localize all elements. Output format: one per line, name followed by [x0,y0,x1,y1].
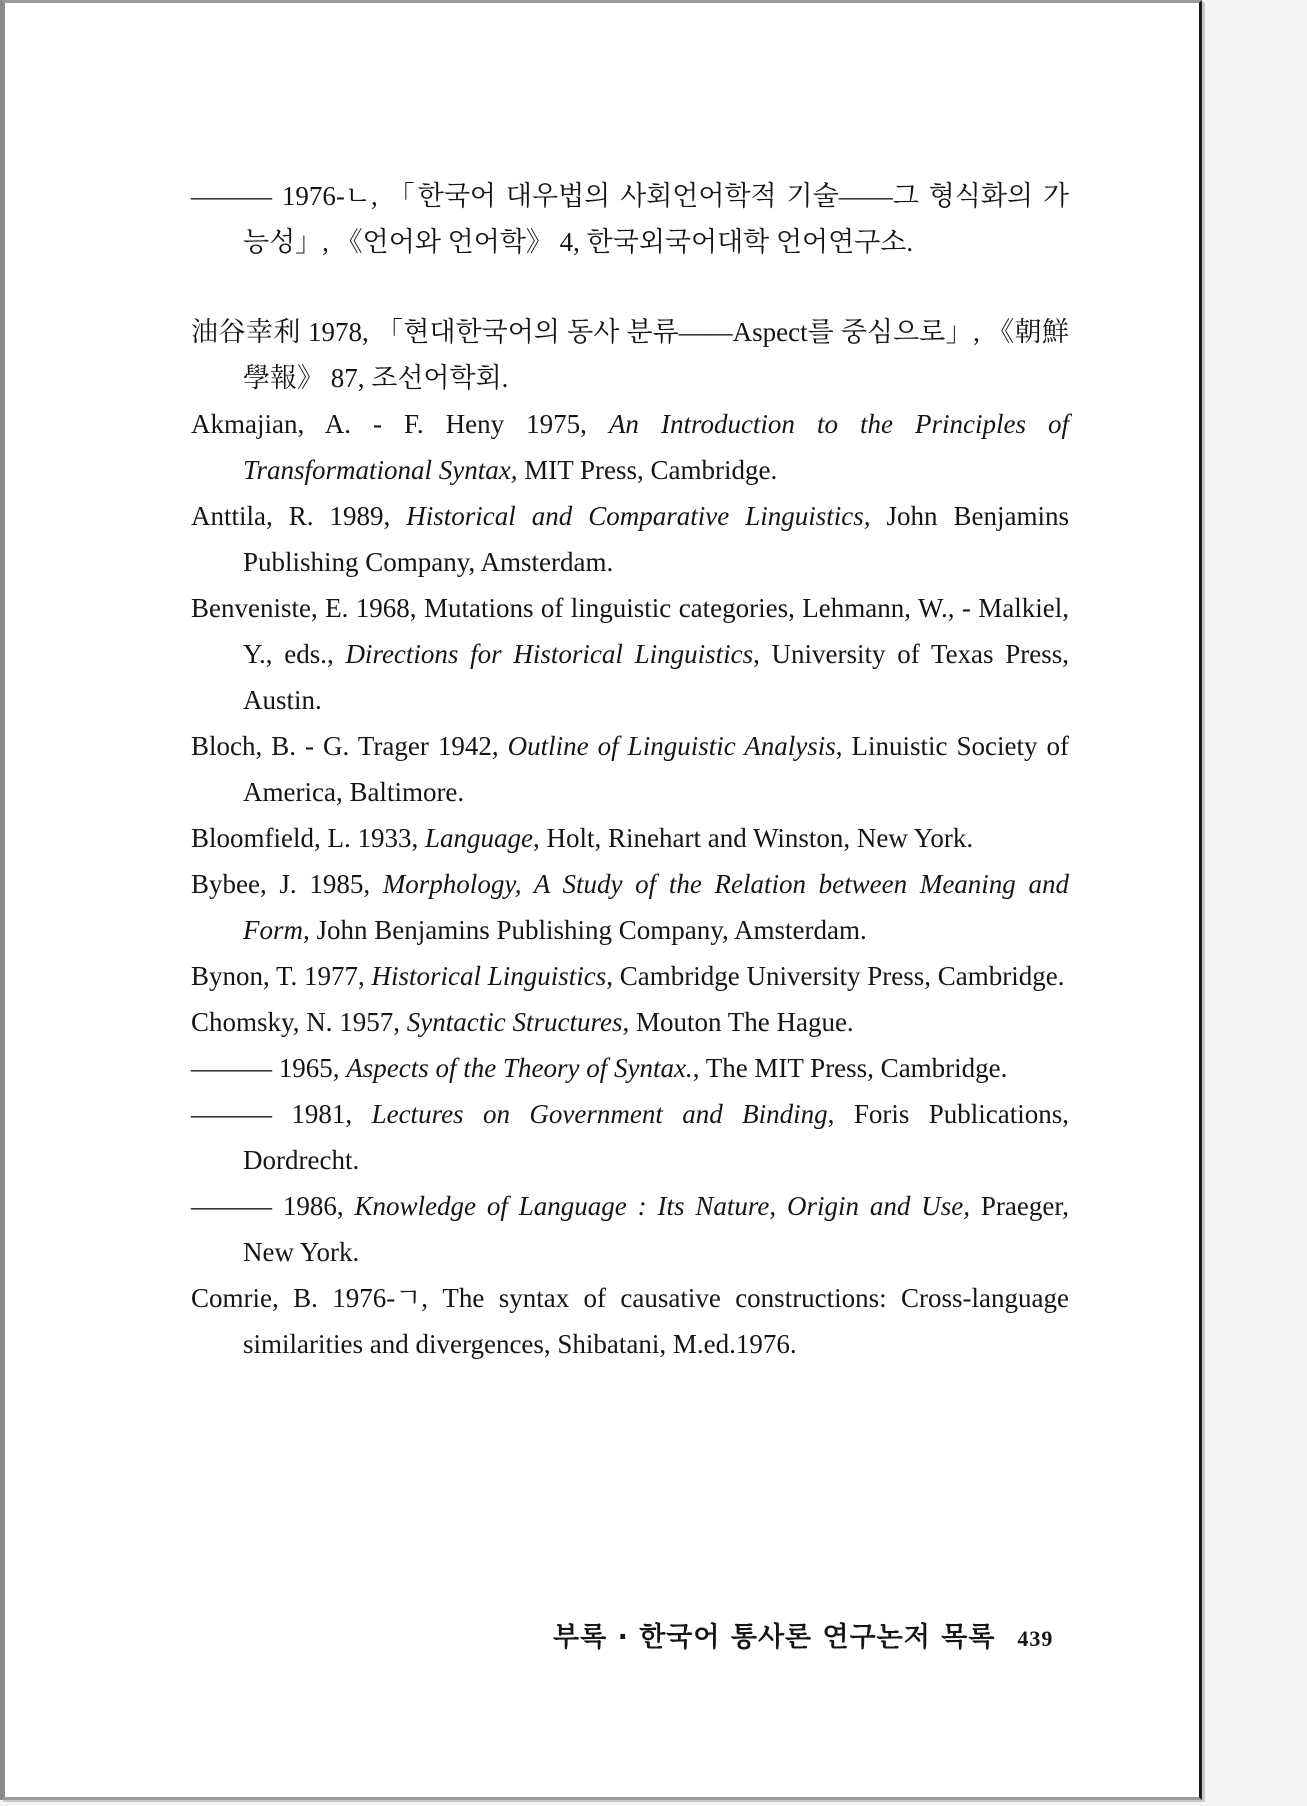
entry-text: 「한국어 대우법의 사회언어학적 기술——그 형식화의 가능성」, 《언어와 언어학》 4, 한국외국어대학 언어연구소. [243,181,1069,257]
entry-title: Directions for Historical Linguistics [345,639,754,669]
bibliography-entry [191,1045,1069,1091]
entry-title: Aspects of the Theory of Syntax. [346,1053,693,1083]
entry-title: Knowledge of Language : Its Nature, Origin and Use, [354,1191,971,1221]
entry-lead: Bybee, J. 1985, [191,869,383,899]
entry-lead: Benveniste, E. 1968, Mutations of linguistic categories, Lehmann, W., - Malkiel, Y., eds., [191,593,1069,669]
entry-title: An Introduction to the Principles of Transformational Syntax, [243,409,1069,485]
entry-publisher: John Benjamins Publishing Company, Amsterdam. [243,501,1070,577]
bibliography-entry [191,861,1069,953]
entry-publisher: Praeger, New York. [243,1191,1070,1267]
bibliography-entry [191,309,1069,401]
entry-title: Historical Linguistics [371,961,607,991]
bibliography-entry [191,585,1069,723]
bibliography-entry [191,493,1069,585]
entry-lead: Bynon, T. 1977, [191,961,372,991]
entry-publisher: John Benjamins Publishing Company, Amsterdam. [309,915,867,945]
page-number: 439 [1017,1626,1054,1651]
entry-lead: ——— 1965, [191,1053,347,1083]
entry-lead: ——— 1986, [191,1191,355,1221]
bibliography-entry [191,1091,1069,1183]
bibliography-entry [191,401,1069,493]
entry-lead: Chomsky, N. 1957, [191,1007,407,1037]
entry-publisher: MIT Press, Cambridge. [517,455,778,485]
bibliography-entry [191,1275,1069,1367]
entry-title: Outline of Linguistic Analysis [507,731,836,761]
entry-title: Morphology, A Study of the Relation between Meaning and Form, [243,869,1069,945]
entry-text: 「현대한국어의 동사 분류——Aspect를 중심으로」, 《朝鮮學報》 87, 조선어학회. [243,317,1069,393]
entry-publisher: , The MIT Press, Cambridge. [692,1053,1008,1083]
entry-text: Comrie, B. 1976-ㄱ, The syntax of causative constructions: Cross-language similarities and divergences, Shibatani, M.ed.1976. [191,1283,1069,1359]
entry-lead: ——— 1976-ㄴ, [191,181,388,211]
bibliography-entry [191,1183,1069,1275]
entry-publisher: , Holt, Rinehart and Winston, New York. [532,823,974,853]
entry-lead: Anttila, R. 1989, [191,501,407,531]
entry-publisher: , University of Texas Press, Austin. [243,639,1070,715]
entry-lead: Bloch, B. - G. Trager 1942, [191,731,508,761]
entry-title: Historical and Comparative Linguistics, [406,501,871,531]
entry-title: Lectures on Government and Binding [371,1099,828,1129]
entry-title: Language [424,823,533,853]
bibliography-entry [191,723,1069,815]
entry-title: Syntactic Structures [406,1007,623,1037]
bibliography-entry [191,815,1069,861]
bibliography-entry [191,953,1069,999]
entry-publisher: , Mouton The Hague. [622,1007,854,1037]
bibliography-entry [191,173,1069,265]
bibliography-entry [191,999,1069,1045]
entry-lead: Akmajian, A. - F. Heny 1975, [191,409,609,439]
entry-publisher: , Foris Publications, Dordrecht. [243,1099,1070,1175]
entry-publisher: , Linuistic Society of America, Baltimore. [243,731,1070,807]
entry-publisher: , Cambridge University Press, Cambridge. [606,961,1065,991]
running-title: 부록 · 한국어 통사론 연구논저 목록 [553,1622,996,1653]
entry-lead: ——— 1981, [191,1099,372,1129]
page-footer [553,1615,1053,1654]
bibliography-list [191,173,1069,1367]
entry-lead: 油谷幸利 1978, [191,317,376,347]
entry-lead: Bloomfield, L. 1933, [191,823,425,853]
